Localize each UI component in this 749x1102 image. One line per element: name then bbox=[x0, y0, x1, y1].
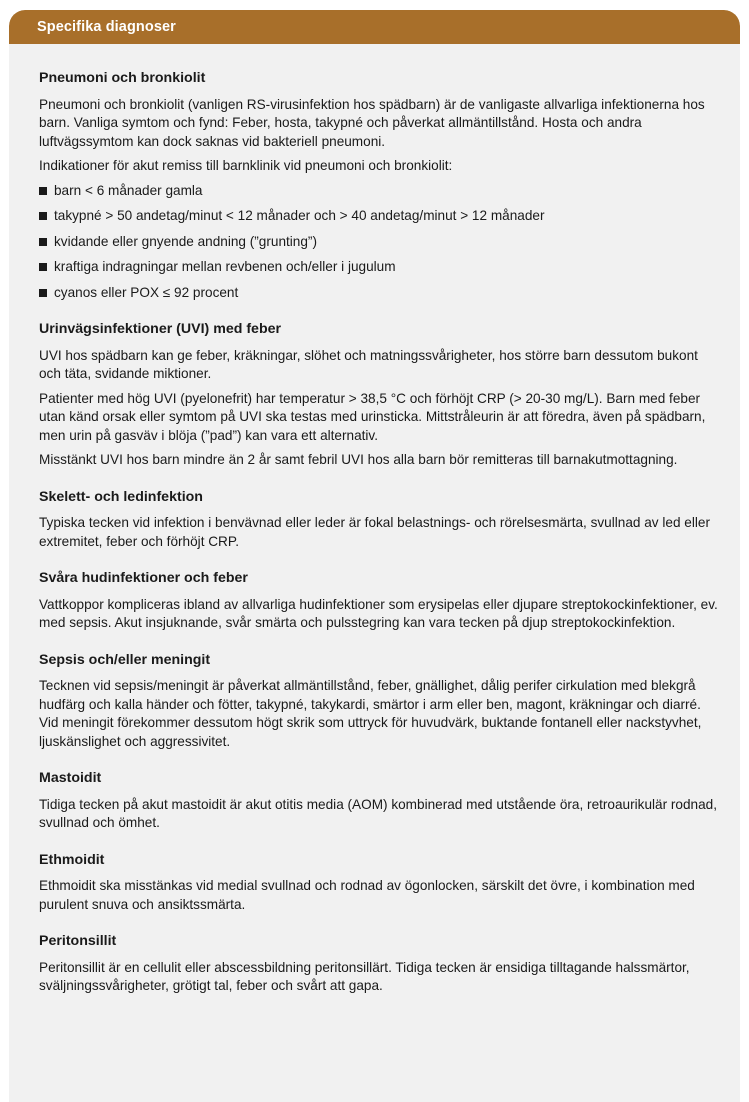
section-paragraph: Vattkoppor kompliceras ibland av allvarliga hudinfektioner som erysipelas eller djupare streptokockinfektioner, ev. med sepsis. Akut insjuknande, svår smärta och pulsstegring kan vara tecken på djup streptokockinfektion. bbox=[39, 596, 718, 630]
section-title: Svåra hudinfektioner och feber bbox=[39, 570, 248, 586]
list-item bbox=[39, 233, 718, 252]
section-title: Pneumoni och bronkiolit bbox=[39, 70, 206, 86]
section-title: Ethmoidit bbox=[39, 851, 105, 868]
section-paragraph: Indikationer för akut remiss till barnklinik vid pneumoni och bronkiolit: bbox=[39, 158, 453, 173]
square-bullet-icon bbox=[39, 187, 47, 195]
list-item-text: barn < 6 månader gamla bbox=[54, 182, 203, 198]
section-title: Skelett- och ledinfektion bbox=[39, 488, 203, 505]
list-item bbox=[39, 284, 718, 303]
section-paragraph: Patienter med hög UVI (pyelonefrit) har temperatur > 38,5 °C och förhöjt CRP (> 20-30 mg/L). Barn med feber utan känd orsak eller symtom på UVI ska testas med urinsticka. Mittstråleurin är att föredra, även på spädbarn, men urin på gasväv i blöja (”pad”) kan vara ett alternativ. bbox=[39, 390, 706, 443]
section bbox=[39, 488, 718, 552]
list-item-text: kvidande eller gnyende andning (”grunting”) bbox=[54, 233, 317, 249]
section-paragraph: Typiska tecken vid infektion i benvävnad eller leder är fokal belastnings- och rörelsesmärta, svullnad av led eller extremitet, feber och förhöjt CRP. bbox=[39, 515, 710, 549]
bullet-list bbox=[39, 182, 718, 303]
square-bullet-icon bbox=[39, 238, 47, 246]
box-title: Specifika diagnoser bbox=[37, 19, 176, 35]
box-content bbox=[9, 44, 740, 996]
section-title: Urinvägsinfektioner (UVI) med feber bbox=[39, 321, 282, 337]
box-header bbox=[9, 10, 740, 44]
section-title: Sepsis och/eller meningit bbox=[39, 651, 211, 668]
list-item-text: takypné > 50 andetag/minut < 12 månader och > 40 andetag/minut > 12 månader bbox=[54, 208, 545, 223]
section-paragraph: Misstänkt UVI hos barn mindre än 2 år samt febril UVI hos alla barn bör remitteras till barnakutmottagning. bbox=[39, 452, 678, 467]
square-bullet-icon bbox=[39, 263, 47, 271]
section-paragraph: Tidiga tecken på akut mastoidit är akut otitis media (AOM) kombinerad med utstående öra, retroaurikulär rodnad, svullnad och ömhet. bbox=[39, 796, 718, 830]
section bbox=[39, 569, 718, 633]
square-bullet-icon bbox=[39, 289, 47, 297]
section bbox=[39, 69, 718, 302]
section-paragraph: UVI hos spädbarn kan ge feber, kräkningar, slöhet och matningssvårigheter, hos större barn dessutom bukont och täta, svidande miktioner. bbox=[39, 347, 698, 381]
section-paragraph: Ethmoidit ska misstänkas vid medial svullnad och rodnad av ögonlocken, särskilt det övre, i kombination med purulent snuva och ansiktssmärta. bbox=[39, 878, 695, 912]
section-paragraph: Tecknen vid sepsis/meningit är påverkat allmäntillstånd, feber, gnällighet, dålig perifer cirkulation med blekgrå hudfärg och kalla händer och fötter, takypné, takykardi, smärtor i arm eller ben, magont, kräkningar och diarré. Vid meningit förekommer dessutom högt skrik som uttryck för huvudvärk, buktande fontanell eller nackstyvhet, ljuskänslighet och aggressivitet. bbox=[39, 678, 702, 749]
section-paragraph: Peritonsillit är en cellulit eller abscessbildning peritonsillärt. Tidiga tecken är ensidiga tilltagande halssmärtor, sväljningssvårigheter, grötigt tal, feber och svårt att gapa. bbox=[39, 959, 690, 993]
section bbox=[39, 851, 718, 915]
section bbox=[39, 932, 718, 996]
list-item bbox=[39, 258, 718, 277]
info-box bbox=[9, 10, 740, 1102]
section bbox=[39, 320, 718, 470]
section-paragraph: Pneumoni och bronkiolit (vanligen RS-virusinfektion hos spädbarn) är de vanligaste allvarliga infektionerna hos barn. Vanliga symtom och fynd: Feber, hosta, takypné och påverkat allmäntillstånd. Hosta och andra luftvägssymtom kan dock saknas vid bakteriell pneumoni. bbox=[39, 96, 705, 149]
list-item bbox=[39, 182, 718, 201]
list-item-text: kraftiga indragningar mellan revbenen och/eller i jugulum bbox=[54, 259, 396, 274]
list-item-text: cyanos eller POX ≤ 92 procent bbox=[54, 284, 239, 300]
square-bullet-icon bbox=[39, 212, 47, 220]
section-title: Peritonsillit bbox=[39, 933, 117, 949]
section bbox=[39, 769, 718, 833]
section-title: Mastoidit bbox=[39, 770, 102, 786]
section bbox=[39, 651, 718, 752]
list-item bbox=[39, 207, 718, 226]
